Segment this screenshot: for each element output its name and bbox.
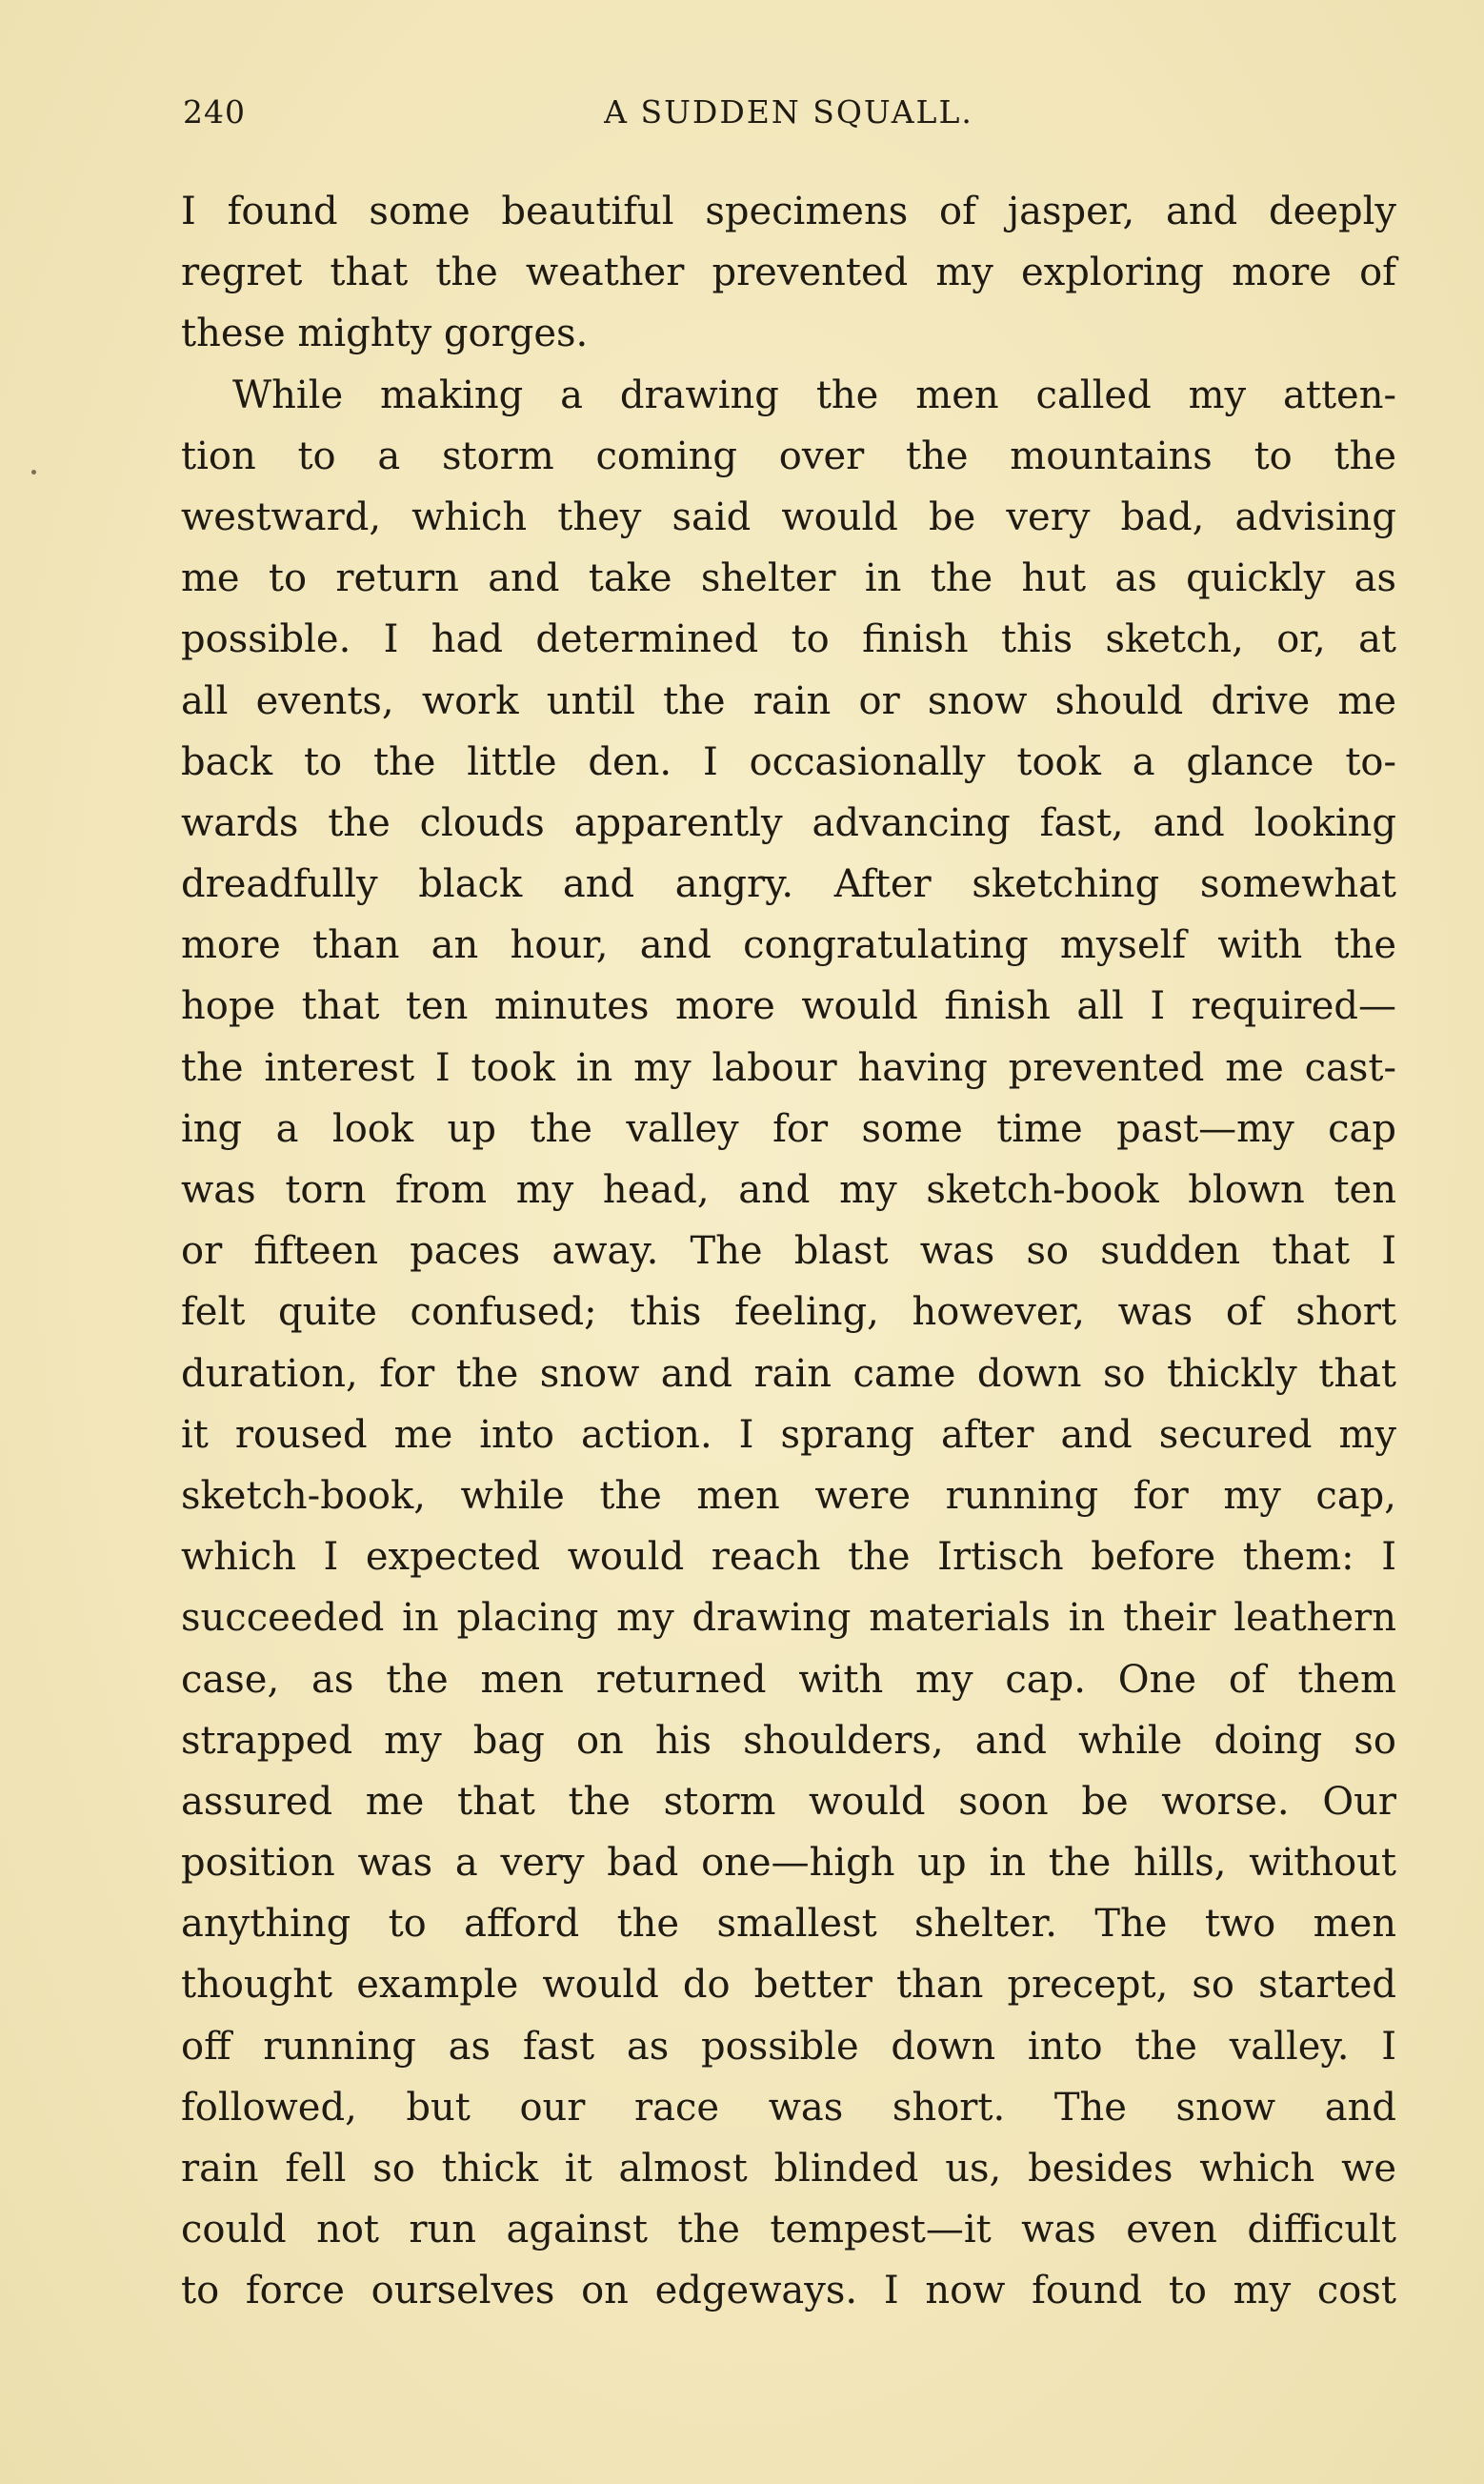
paragraph-2 xyxy=(181,365,1396,2322)
text-line: which I expected would reach the Irtisch before them: I xyxy=(181,1535,1396,1580)
text-line: followed, but our race was short. The snow and xyxy=(181,2085,1396,2130)
text-line: assured me that the storm would soon be worse. Our xyxy=(181,1779,1396,1824)
text-line: strapped my bag on his shoulders, and while doing so xyxy=(181,1718,1396,1763)
text-line: case, as the men returned with my cap. One of them xyxy=(181,1657,1396,1702)
text-line: could not run against the tempest—it was even difficult xyxy=(181,2208,1396,2252)
text-line: or fifteen paces away. The blast was so sudden that I xyxy=(181,1229,1396,1274)
text-line: me to return and take shelter in the hut as quickly as xyxy=(181,556,1396,601)
body-text xyxy=(181,181,1396,2322)
paragraph-1 xyxy=(181,181,1396,365)
text-line: sketch-book, while the men were running for my cap, xyxy=(181,1473,1396,1518)
text-line: tion to a storm coming over the mountains to the xyxy=(181,434,1396,478)
text-line: possible. I had determined to finish this sketch, or, at xyxy=(181,617,1396,662)
text-line: position was a very bad one—high up in the hills, without xyxy=(181,1841,1396,1886)
text-line: succeeded in placing my drawing materials in their leathern xyxy=(181,1596,1396,1641)
page-number: 240 xyxy=(183,93,246,131)
margin-speck xyxy=(31,470,36,475)
running-title: A SUDDEN SQUALL. xyxy=(604,93,973,131)
text-line: duration, for the snow and rain came down so thickly that xyxy=(181,1351,1396,1396)
text-line: it roused me into action. I sprang after and secured my xyxy=(181,1412,1396,1457)
text-line: was torn from my head, and my sketch-book blown ten xyxy=(181,1168,1396,1212)
text-line: While making a drawing the men called my atten- xyxy=(232,373,1396,417)
text-line: felt quite confused; this feeling, however, was of short xyxy=(181,1290,1396,1335)
text-line: westward, which they said would be very bad, advising xyxy=(181,495,1396,539)
text-line: hope that ten minutes more would finish all I required— xyxy=(181,984,1396,1029)
running-head xyxy=(181,86,1396,143)
text-line: regret that the weather prevented my exploring more of xyxy=(181,251,1396,295)
text-line: I found some beautiful specimens of jasper, and deeply xyxy=(181,190,1396,233)
text-line: ing a look up the valley for some time past—my cap xyxy=(181,1106,1396,1151)
text-line: the interest I took in my labour having prevented me cast- xyxy=(181,1045,1396,1090)
text-line: more than an hour, and congratulating myself with the xyxy=(181,923,1396,968)
text-line: these mighty gorges. xyxy=(181,312,589,356)
text-line: anything to afford the smallest shelter. The two men xyxy=(181,1902,1396,1947)
text-line: to force ourselves on edgeways. I now found to my cost xyxy=(181,2269,1396,2313)
text-line: back to the little den. I occasionally took a glance to- xyxy=(181,739,1396,784)
text-line: rain fell so thick it almost blinded us, besides which we xyxy=(181,2147,1396,2191)
text-line: dreadfully black and angry. After sketching somewhat xyxy=(181,862,1396,907)
text-line: off running as fast as possible down into the valley. I xyxy=(181,2024,1396,2069)
book-page xyxy=(181,86,1396,2322)
text-line: all events, work until the rain or snow should drive me xyxy=(181,678,1396,723)
text-line: thought example would do better than precept, so started xyxy=(181,1963,1396,2008)
text-line: wards the clouds apparently advancing fast, and looking xyxy=(181,800,1396,845)
